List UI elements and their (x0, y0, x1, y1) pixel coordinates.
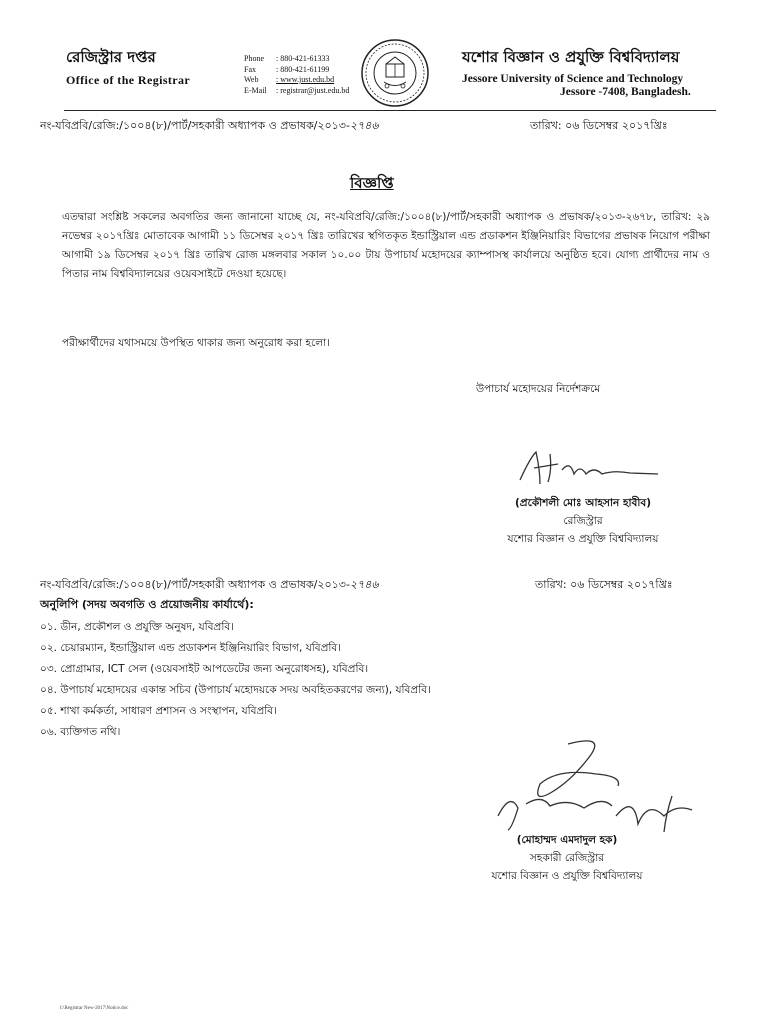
assistant-registrar-name: (মোহাম্মদ এমদাদুল হক) (516, 834, 618, 846)
contact-web: Web : www.just.edu.bd (244, 75, 335, 84)
assistant-registrar-signature (488, 734, 713, 838)
notice-paragraph-2: পরীক্ষার্থীদের যথাসময়ে উপস্থিত থাকার জন্য অনুরোধ করা হলো। (62, 337, 330, 349)
list-item: ০৩. প্রোগ্রামার, ICT সেল (ওয়েবসাইট আপডেটের জন্য অনুরোধসহ), যবিপ্রবি। (40, 663, 369, 675)
copies-title: অনুলিপি (সদয় অবগতি ও প্রয়োজনীয় কার্যার্থে): (40, 598, 254, 611)
registrar-designation: রেজিস্ট্রার (563, 515, 603, 527)
registrar-signature (510, 440, 660, 490)
memo-date: তারিখ: ০৬ ডিসেম্বর ২০১৭খ্রিঃ (530, 119, 668, 132)
registrar-institution: যশোর বিজ্ঞান ও প্রযুক্তি বিশ্ববিদ্যালয় (507, 533, 659, 545)
file-path-footer: I:\Registrar New-2017\Notice.doc (60, 1006, 129, 1011)
order-line: উপাচার্য মহোদয়ের নির্দেশক্রমে (476, 383, 601, 395)
list-item: ০৫. শাখা কর্মকর্তা, সাধারণ প্রশাসন ও সংস্থাপন, যবিপ্রবি। (40, 705, 277, 717)
registrar-name: (প্রকৌশলী মোঃ আহসান হাবীব) (514, 497, 651, 509)
list-item: ০৪. উপাচার্য মহোদয়ের একান্ত সচিব (উপাচার্য মহোদয়কে সদয় অবহিতকরণের জন্য), যবিপ্রবি। (40, 684, 431, 696)
list-item: ০১. ডীন, প্রকৌশল ও প্রযুক্তি অনুষদ, যবিপ্রবি। (40, 621, 234, 633)
notice-title: বিজ্ঞপ্তি (350, 174, 394, 192)
header-divider (64, 110, 716, 111)
notice-paragraph-1: এতদ্বারা সংশ্লিষ্ট সকলের অবগতির জন্য জানানো যাচ্ছে যে, নং-যবিপ্রবি/রেজি:/১০০৪(৮)/পার্ট/সহকারী অধ্যাপক ও প্রভাষক/২০১৩-২৬৭৮, তারিখ: ২৯ নভেম্বর ২০১৭খ্রিঃ মোতাবেক আগামী ১১ ডিসেম্বর ২০১৭ খ্রিঃ তারিখের স্থগিতকৃত ইন্ডাস্ট্রিয়াল এন্ড প্রডাকশন ইঞ্জিনিয়ারিং বিভাগের প্রভাষক নিয়োগ পরীক্ষা আগামী ১৯ ডিসেম্বর ২০১৭ খ্রিঃ তারিখ রোজ মঙ্গলবার সকাল ১০.০০ টায় উপাচার্য মহোদয়ের ক্যাম্পাসস্থ কার্যালয়ে অনুষ্ঠিত হবে। যোগ্য প্রার্থীদের নাম ও পিতার নাম বিশ্ববিদ্যালয়ের ওয়েবসাইটে দেওয়া হয়েছে। (62, 211, 710, 280)
copies-list (40, 617, 730, 743)
list-item: ০৬. ব্যক্তিগত নথি। (40, 726, 121, 738)
university-address: Jessore -7408, Bangladesh. (560, 86, 691, 98)
contact-phone: Phone : 880-421-61333 (244, 54, 330, 63)
memo-number-handwritten: ২৭৪৬ (349, 119, 379, 132)
copy-memo-number-handwritten: ২৭৪৬ (349, 578, 379, 591)
office-title-en: Office of the Registrar (66, 73, 191, 87)
office-title-bn: রেজিস্ট্রার দপ্তর (66, 48, 156, 66)
contact-block (244, 54, 349, 96)
university-name-bn: যশোর বিজ্ঞান ও প্রযুক্তি বিশ্ববিদ্যালয় (462, 48, 680, 66)
signatory-assistant-registrar (452, 831, 682, 885)
memo-reference: নং-যবিপ্রবি/রেজি:/১০০৪(৮)/পার্ট/সহকারী অধ্যাপক ও প্রভাষক/২০১৩-২৭৪৬ (40, 119, 379, 132)
signatory-registrar (468, 494, 698, 548)
assistant-registrar-institution: যশোর বিজ্ঞান ও প্রযুক্তি বিশ্ববিদ্যালয় (491, 870, 643, 882)
copy-memo-date: তারিখ: ০৬ ডিসেম্বর ২০১৭খ্রিঃ (535, 578, 673, 591)
copy-memo-reference: নং-যবিপ্রবি/রেজি:/১০০৪(৮)/পার্ট/সহকারী অধ্যাপক ও প্রভাষক/২০১৩-২৭৪৬ (40, 578, 379, 591)
assistant-registrar-designation: সহকারী রেজিস্ট্রার (529, 852, 605, 864)
university-name-en: Jessore University of Science and Technology (462, 73, 684, 85)
contact-email: E-Mail : registrar@just.edu.bd (244, 85, 350, 95)
contact-fax: Fax : 880-421-61199 (244, 64, 330, 74)
university-seal-icon (360, 38, 430, 108)
list-item: ০২. চেয়ারম্যান, ইন্ডাস্ট্রিয়াল এন্ড প্রডাকশন ইঞ্জিনিয়ারিং বিভাগ, যবিপ্রবি। (40, 642, 342, 654)
